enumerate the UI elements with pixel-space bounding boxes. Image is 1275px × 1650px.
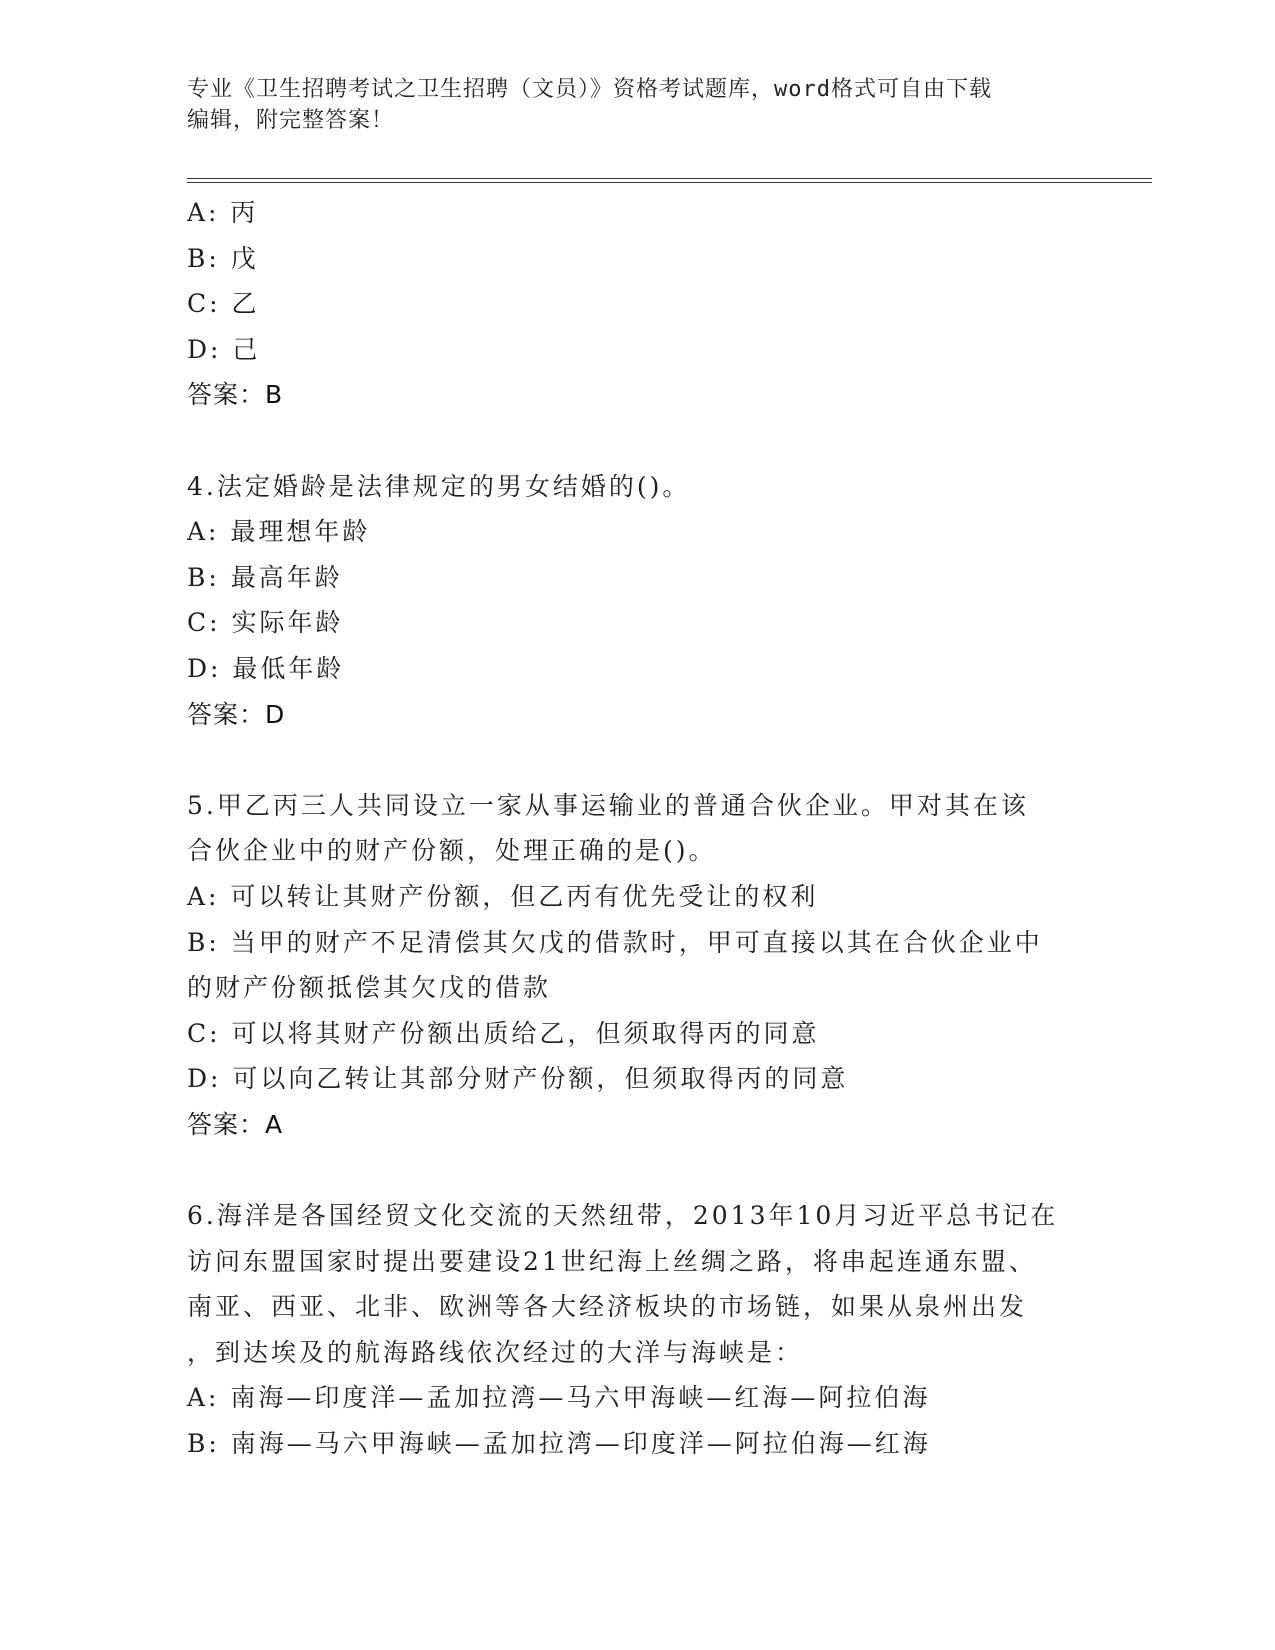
question-stem: 访问东盟国家时提出要建设21世纪海上丝绸之路，将串起连通东盟、 [187, 1246, 1037, 1276]
option-a: A: 南海—印度洋—孟加拉湾—马六甲海峡—红海—阿拉伯海 [187, 1383, 931, 1413]
option-b-continued: 的财产份额抵偿其欠戊的借款 [187, 973, 552, 1003]
question-stem: 合伙企业中的财产份额，处理正确的是()。 [187, 836, 717, 866]
question-6 [187, 1193, 1087, 1467]
header-line: 编辑，附完整答案！ [187, 108, 395, 133]
answer: 答案：A [187, 1109, 284, 1139]
question-stem: 6.海洋是各国经贸文化交流的天然纽带，2013年10月习近平总书记在 [187, 1201, 1059, 1231]
question-4 [187, 464, 1087, 738]
option-b: B: 当甲的财产不足清偿其欠戊的借款时，甲可直接以其在合伙企业中 [187, 927, 1043, 957]
answer: 答案：B [187, 380, 284, 410]
option-b: B: 最高年龄 [187, 562, 343, 592]
option-d: D: 己 [187, 334, 261, 364]
option-c: C: 实际年龄 [187, 608, 344, 638]
option-a: A: 可以转让其财产份额，但乙丙有优先受让的权利 [187, 881, 819, 911]
header-divider [187, 178, 1152, 179]
header-line: 专业《卫生招聘考试之卫生招聘（文员）》资格考试题库，word格式可自由下载 [187, 77, 992, 102]
option-b: B: 南海—马六甲海峡—孟加拉湾—印度洋—阿拉伯海—红海 [187, 1429, 931, 1459]
question-stem: 5.甲乙丙三人共同设立一家从事运输业的普通合伙企业。甲对其在该 [187, 790, 1029, 820]
option-d: D: 可以向乙转让其部分财产份额，但须取得丙的同意 [187, 1064, 849, 1094]
question-list [187, 190, 1087, 1467]
option-c: C: 乙 [187, 289, 260, 319]
option-d: D: 最低年龄 [187, 653, 345, 683]
header-divider [187, 182, 1152, 183]
option-a: A: 最理想年龄 [187, 517, 371, 547]
option-b: B: 戊 [187, 243, 259, 273]
spacer [187, 418, 1087, 464]
question-stem: 4.法定婚龄是法律规定的男女结婚的()。 [187, 471, 691, 501]
answer: 答案：D [187, 699, 286, 729]
document-header [187, 74, 1087, 136]
question-3 [187, 190, 1087, 418]
question-stem: ，到达埃及的航海路线依次经过的大洋与海峡是： [187, 1337, 804, 1367]
option-c: C: 可以将其财产份额出质给乙，但须取得丙的同意 [187, 1018, 820, 1048]
spacer [187, 1147, 1087, 1193]
question-stem: 南亚、西亚、北非、欧洲等各大经济板块的市场链，如果从泉州出发 [187, 1292, 1028, 1322]
question-5 [187, 783, 1087, 1148]
option-a: A: 丙 [187, 198, 259, 227]
spacer [187, 737, 1087, 783]
